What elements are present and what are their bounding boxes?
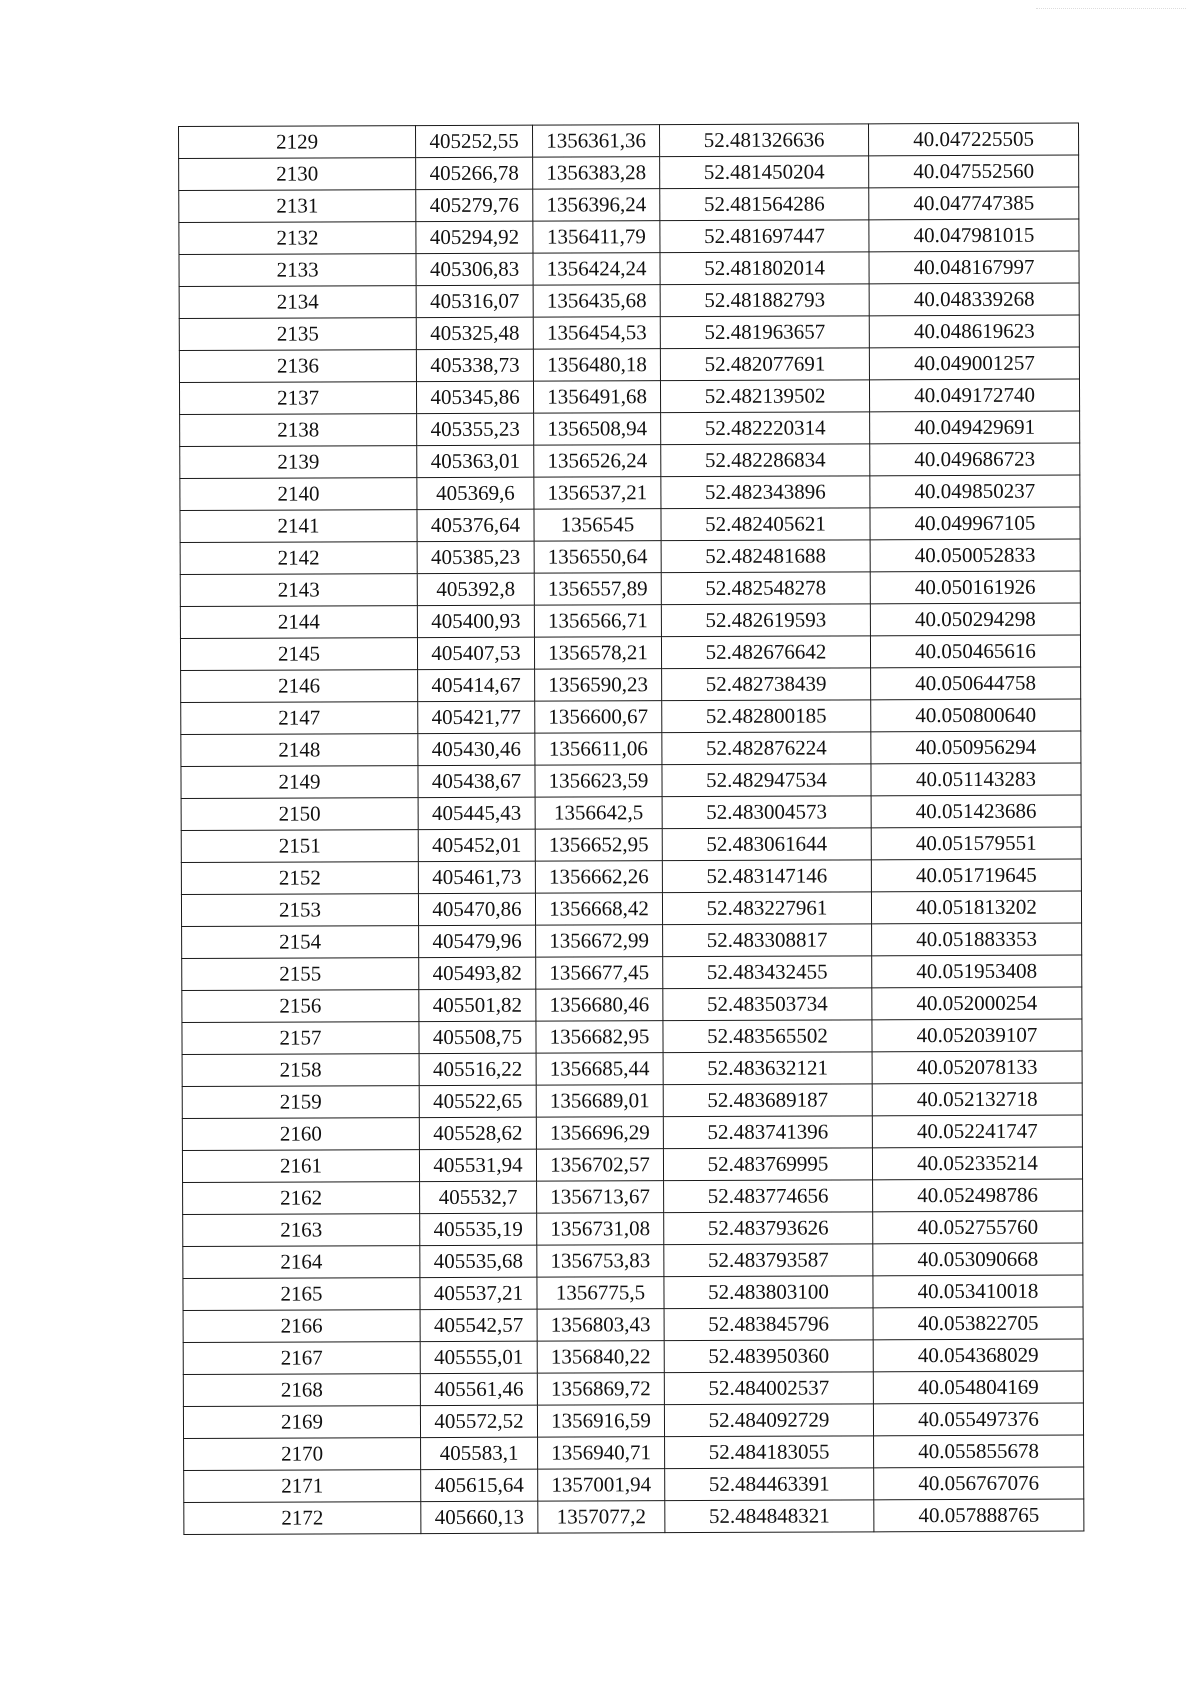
point-number-cell: 2170 xyxy=(184,1438,421,1471)
point-number-cell: 2136 xyxy=(179,350,416,383)
y-coordinate-cell: 1356537,21 xyxy=(534,477,661,509)
longitude-cell: 40.049429691 xyxy=(870,411,1080,444)
y-coordinate-cell: 1356578,21 xyxy=(534,637,661,669)
y-coordinate-cell: 1357001,94 xyxy=(538,1469,665,1501)
point-number-cell: 2142 xyxy=(180,542,417,575)
point-number-cell: 2160 xyxy=(182,1118,419,1151)
x-coordinate-cell: 405615,64 xyxy=(421,1469,538,1501)
x-coordinate-cell: 405400,93 xyxy=(417,605,534,637)
table-row xyxy=(181,795,1081,830)
y-coordinate-cell: 1356677,45 xyxy=(536,957,663,989)
table-row xyxy=(181,827,1081,862)
y-coordinate-cell: 1356590,23 xyxy=(535,669,662,701)
table-row xyxy=(183,1243,1083,1278)
longitude-cell: 40.047225505 xyxy=(868,123,1078,156)
latitude-cell: 52.483689187 xyxy=(663,1084,872,1117)
table-row xyxy=(182,1147,1082,1182)
longitude-cell: 40.050956294 xyxy=(871,731,1081,764)
table-row xyxy=(183,1339,1083,1374)
x-coordinate-cell: 405306,83 xyxy=(416,253,533,285)
x-coordinate-cell: 405445,43 xyxy=(418,797,535,829)
x-coordinate-cell: 405537,21 xyxy=(420,1277,537,1309)
y-coordinate-cell: 1356840,22 xyxy=(537,1341,664,1373)
latitude-cell: 52.482876224 xyxy=(662,732,871,765)
x-coordinate-cell: 405438,67 xyxy=(418,765,535,797)
y-coordinate-cell: 1356803,43 xyxy=(537,1309,664,1341)
point-number-cell: 2152 xyxy=(181,862,418,895)
longitude-cell: 40.057888765 xyxy=(874,1499,1084,1532)
y-coordinate-cell: 1356435,68 xyxy=(533,285,660,317)
y-coordinate-cell: 1356557,89 xyxy=(534,573,661,605)
table-row xyxy=(182,923,1082,958)
point-number-cell: 2163 xyxy=(183,1214,420,1247)
longitude-cell: 40.049967105 xyxy=(870,507,1080,540)
y-coordinate-cell: 1356682,95 xyxy=(536,1021,663,1053)
longitude-cell: 40.047747385 xyxy=(869,187,1079,220)
x-coordinate-cell: 405452,01 xyxy=(418,829,535,861)
latitude-cell: 52.481450204 xyxy=(660,156,869,189)
point-number-cell: 2172 xyxy=(184,1502,421,1535)
latitude-cell: 52.483950360 xyxy=(664,1340,873,1373)
latitude-cell: 52.482800185 xyxy=(662,700,871,733)
table-row xyxy=(179,155,1079,190)
longitude-cell: 40.052132718 xyxy=(872,1083,1082,1116)
x-coordinate-cell: 405583,1 xyxy=(421,1437,538,1469)
point-number-cell: 2138 xyxy=(180,414,417,447)
latitude-cell: 52.483432455 xyxy=(663,956,872,989)
y-coordinate-cell: 1356623,59 xyxy=(535,765,662,797)
table-row xyxy=(184,1499,1084,1534)
y-coordinate-cell: 1356526,24 xyxy=(534,445,661,477)
latitude-cell: 52.483803100 xyxy=(664,1276,873,1309)
table-row xyxy=(179,283,1079,318)
table-row xyxy=(181,891,1081,926)
table-row xyxy=(181,731,1081,766)
x-coordinate-cell: 405338,73 xyxy=(416,349,533,381)
longitude-cell: 40.051883353 xyxy=(872,923,1082,956)
longitude-cell: 40.051813202 xyxy=(871,891,1081,924)
point-number-cell: 2150 xyxy=(181,798,418,831)
point-number-cell: 2167 xyxy=(183,1342,420,1375)
point-number-cell: 2129 xyxy=(179,126,416,159)
coordinates-table xyxy=(178,123,1084,1535)
longitude-cell: 40.050465616 xyxy=(870,635,1080,668)
y-coordinate-cell: 1356680,46 xyxy=(536,989,663,1021)
y-coordinate-cell: 1356424,24 xyxy=(533,253,660,285)
longitude-cell: 40.049001257 xyxy=(869,347,1079,380)
latitude-cell: 52.483308817 xyxy=(663,924,872,957)
longitude-cell: 40.051579551 xyxy=(871,827,1081,860)
x-coordinate-cell: 405385,23 xyxy=(417,541,534,573)
x-coordinate-cell: 405470,86 xyxy=(418,893,535,925)
table-row xyxy=(180,571,1080,606)
longitude-cell: 40.052039107 xyxy=(872,1019,1082,1052)
latitude-cell: 52.484183055 xyxy=(665,1436,874,1469)
y-coordinate-cell: 1356383,28 xyxy=(533,157,660,189)
latitude-cell: 52.484092729 xyxy=(664,1404,873,1437)
longitude-cell: 40.050644758 xyxy=(871,667,1081,700)
x-coordinate-cell: 405493,82 xyxy=(419,957,536,989)
longitude-cell: 40.050800640 xyxy=(871,699,1081,732)
point-number-cell: 2171 xyxy=(184,1470,421,1503)
x-coordinate-cell: 405325,48 xyxy=(416,317,533,349)
latitude-cell: 52.481963657 xyxy=(660,316,869,349)
x-coordinate-cell: 405535,19 xyxy=(420,1213,537,1245)
x-coordinate-cell: 405252,55 xyxy=(416,125,533,157)
latitude-cell: 52.483741396 xyxy=(663,1116,872,1149)
point-number-cell: 2166 xyxy=(183,1310,420,1343)
y-coordinate-cell: 1356689,01 xyxy=(536,1085,663,1117)
table-row xyxy=(179,315,1079,350)
longitude-cell: 40.052078133 xyxy=(872,1051,1082,1084)
table-row xyxy=(182,1115,1082,1150)
longitude-cell: 40.049850237 xyxy=(870,475,1080,508)
table-row xyxy=(181,859,1081,894)
x-coordinate-cell: 405421,77 xyxy=(418,701,535,733)
x-coordinate-cell: 405660,13 xyxy=(421,1501,538,1533)
x-coordinate-cell: 405279,76 xyxy=(416,189,533,221)
y-coordinate-cell: 1356940,71 xyxy=(538,1437,665,1469)
longitude-cell: 40.053090668 xyxy=(873,1243,1083,1276)
longitude-cell: 40.054368029 xyxy=(873,1339,1083,1372)
point-number-cell: 2143 xyxy=(180,574,417,607)
x-coordinate-cell: 405508,75 xyxy=(419,1021,536,1053)
x-coordinate-cell: 405266,78 xyxy=(416,157,533,189)
latitude-cell: 52.483227961 xyxy=(662,892,871,925)
point-number-cell: 2148 xyxy=(181,734,418,767)
latitude-cell: 52.481882793 xyxy=(660,284,869,317)
latitude-cell: 52.483565502 xyxy=(663,1020,872,1053)
point-number-cell: 2131 xyxy=(179,190,416,223)
table-row xyxy=(182,1051,1082,1086)
point-number-cell: 2130 xyxy=(179,158,416,191)
x-coordinate-cell: 405294,92 xyxy=(416,221,533,253)
longitude-cell: 40.051953408 xyxy=(872,955,1082,988)
y-coordinate-cell: 1356672,99 xyxy=(536,925,663,957)
table-row xyxy=(182,987,1082,1022)
latitude-cell: 52.482619593 xyxy=(661,604,870,637)
longitude-cell: 40.052000254 xyxy=(872,987,1082,1020)
point-number-cell: 2147 xyxy=(181,702,418,735)
longitude-cell: 40.050294298 xyxy=(870,603,1080,636)
table-row xyxy=(180,539,1080,574)
y-coordinate-cell: 1356662,26 xyxy=(535,861,662,893)
table-row xyxy=(182,1083,1082,1118)
table-row xyxy=(183,1371,1083,1406)
point-number-cell: 2140 xyxy=(180,478,417,511)
latitude-cell: 52.483793587 xyxy=(664,1244,873,1277)
longitude-cell: 40.055497376 xyxy=(873,1403,1083,1436)
point-number-cell: 2168 xyxy=(183,1374,420,1407)
x-coordinate-cell: 405392,8 xyxy=(417,573,534,605)
y-coordinate-cell: 1356685,44 xyxy=(536,1053,663,1085)
table-row xyxy=(183,1275,1083,1310)
longitude-cell: 40.052755760 xyxy=(873,1211,1083,1244)
point-number-cell: 2154 xyxy=(182,926,419,959)
latitude-cell: 52.483769995 xyxy=(663,1148,872,1181)
x-coordinate-cell: 405532,7 xyxy=(420,1181,537,1213)
x-coordinate-cell: 405555,01 xyxy=(420,1341,537,1373)
y-coordinate-cell: 1356545 xyxy=(534,509,661,541)
x-coordinate-cell: 405528,62 xyxy=(419,1117,536,1149)
longitude-cell: 40.047981015 xyxy=(869,219,1079,252)
table-row xyxy=(180,603,1080,638)
longitude-cell: 40.050161926 xyxy=(870,571,1080,604)
table-row xyxy=(179,379,1079,414)
y-coordinate-cell: 1356480,18 xyxy=(533,349,660,381)
point-number-cell: 2146 xyxy=(181,670,418,703)
latitude-cell: 52.482947534 xyxy=(662,764,871,797)
x-coordinate-cell: 405430,46 xyxy=(418,733,535,765)
x-coordinate-cell: 405501,82 xyxy=(419,989,536,1021)
point-number-cell: 2156 xyxy=(182,990,419,1023)
y-coordinate-cell: 1356396,24 xyxy=(533,189,660,221)
table-row xyxy=(181,763,1081,798)
point-number-cell: 2134 xyxy=(179,286,416,319)
y-coordinate-cell: 1356731,08 xyxy=(537,1213,664,1245)
table-row xyxy=(180,411,1080,446)
latitude-cell: 52.481802014 xyxy=(660,252,869,285)
latitude-cell: 52.484848321 xyxy=(665,1500,874,1533)
table-row xyxy=(183,1403,1083,1438)
latitude-cell: 52.481697447 xyxy=(660,220,869,253)
table-row xyxy=(179,187,1079,222)
y-coordinate-cell: 1356702,57 xyxy=(536,1149,663,1181)
latitude-cell: 52.483845796 xyxy=(664,1308,873,1341)
latitude-cell: 52.483632121 xyxy=(663,1052,872,1085)
y-coordinate-cell: 1356713,67 xyxy=(537,1181,664,1213)
x-coordinate-cell: 405522,65 xyxy=(419,1085,536,1117)
point-number-cell: 2162 xyxy=(183,1182,420,1215)
table-row xyxy=(183,1179,1083,1214)
point-number-cell: 2164 xyxy=(183,1246,420,1279)
point-number-cell: 2155 xyxy=(182,958,419,991)
x-coordinate-cell: 405414,67 xyxy=(418,669,535,701)
latitude-cell: 52.482481688 xyxy=(661,540,870,573)
table-row xyxy=(179,251,1079,286)
x-coordinate-cell: 405535,68 xyxy=(420,1245,537,1277)
x-coordinate-cell: 405461,73 xyxy=(418,861,535,893)
longitude-cell: 40.053822705 xyxy=(873,1307,1083,1340)
latitude-cell: 52.483793626 xyxy=(664,1212,873,1245)
longitude-cell: 40.055855678 xyxy=(874,1435,1084,1468)
longitude-cell: 40.052335214 xyxy=(872,1147,1082,1180)
x-coordinate-cell: 405316,07 xyxy=(416,285,533,317)
point-number-cell: 2145 xyxy=(180,638,417,671)
latitude-cell: 52.482286834 xyxy=(661,444,870,477)
y-coordinate-cell: 1356550,64 xyxy=(534,541,661,573)
x-coordinate-cell: 405531,94 xyxy=(419,1149,536,1181)
y-coordinate-cell: 1356775,5 xyxy=(537,1277,664,1309)
y-coordinate-cell: 1356454,53 xyxy=(533,317,660,349)
scan-artifact xyxy=(1036,8,1186,11)
latitude-cell: 52.483004573 xyxy=(662,796,871,829)
table-row xyxy=(184,1467,1084,1502)
table-row xyxy=(179,219,1079,254)
table-row xyxy=(183,1211,1083,1246)
point-number-cell: 2169 xyxy=(183,1406,420,1439)
table-row xyxy=(182,955,1082,990)
x-coordinate-cell: 405572,52 xyxy=(420,1405,537,1437)
y-coordinate-cell: 1356508,94 xyxy=(534,413,661,445)
x-coordinate-cell: 405363,01 xyxy=(417,445,534,477)
x-coordinate-cell: 405407,53 xyxy=(417,637,534,669)
x-coordinate-cell: 405479,96 xyxy=(419,925,536,957)
table-row xyxy=(180,635,1080,670)
y-coordinate-cell: 1356611,06 xyxy=(535,733,662,765)
longitude-cell: 40.051143283 xyxy=(871,763,1081,796)
latitude-cell: 52.482220314 xyxy=(661,412,870,445)
longitude-cell: 40.051423686 xyxy=(871,795,1081,828)
longitude-cell: 40.052498786 xyxy=(873,1179,1083,1212)
y-coordinate-cell: 1356642,5 xyxy=(535,797,662,829)
table-row xyxy=(181,699,1081,734)
point-number-cell: 2159 xyxy=(182,1086,419,1119)
point-number-cell: 2133 xyxy=(179,254,416,287)
longitude-cell: 40.056767076 xyxy=(874,1467,1084,1500)
longitude-cell: 40.048167997 xyxy=(869,251,1079,284)
y-coordinate-cell: 1356361,36 xyxy=(532,125,659,157)
table-row xyxy=(183,1307,1083,1342)
point-number-cell: 2157 xyxy=(182,1022,419,1055)
x-coordinate-cell: 405561,46 xyxy=(420,1373,537,1405)
table-row xyxy=(180,443,1080,478)
y-coordinate-cell: 1356668,42 xyxy=(535,893,662,925)
point-number-cell: 2137 xyxy=(179,382,416,415)
x-coordinate-cell: 405345,86 xyxy=(416,381,533,413)
point-number-cell: 2132 xyxy=(179,222,416,255)
latitude-cell: 52.483774656 xyxy=(664,1180,873,1213)
y-coordinate-cell: 1356916,59 xyxy=(537,1405,664,1437)
longitude-cell: 40.051719645 xyxy=(871,859,1081,892)
latitude-cell: 52.483503734 xyxy=(663,988,872,1021)
point-number-cell: 2135 xyxy=(179,318,416,351)
longitude-cell: 40.050052833 xyxy=(870,539,1080,572)
table-row xyxy=(179,123,1079,158)
latitude-cell: 52.482738439 xyxy=(662,668,871,701)
point-number-cell: 2161 xyxy=(182,1150,419,1183)
point-number-cell: 2139 xyxy=(180,446,417,479)
latitude-cell: 52.482077691 xyxy=(660,348,869,381)
x-coordinate-cell: 405355,23 xyxy=(417,413,534,445)
point-number-cell: 2165 xyxy=(183,1278,420,1311)
y-coordinate-cell: 1356411,79 xyxy=(533,221,660,253)
y-coordinate-cell: 1356600,67 xyxy=(535,701,662,733)
x-coordinate-cell: 405369,6 xyxy=(417,477,534,509)
point-number-cell: 2158 xyxy=(182,1054,419,1087)
longitude-cell: 40.048619623 xyxy=(869,315,1079,348)
x-coordinate-cell: 405516,22 xyxy=(419,1053,536,1085)
point-number-cell: 2141 xyxy=(180,510,417,543)
latitude-cell: 52.482548278 xyxy=(661,572,870,605)
latitude-cell: 52.482676642 xyxy=(661,636,870,669)
point-number-cell: 2151 xyxy=(181,830,418,863)
point-number-cell: 2144 xyxy=(180,606,417,639)
longitude-cell: 40.054804169 xyxy=(873,1371,1083,1404)
y-coordinate-cell: 1356869,72 xyxy=(537,1373,664,1405)
coordinates-table-body xyxy=(179,123,1084,1534)
y-coordinate-cell: 1356566,71 xyxy=(534,605,661,637)
y-coordinate-cell: 1356696,29 xyxy=(536,1117,663,1149)
table-row xyxy=(180,507,1080,542)
table-row xyxy=(184,1435,1084,1470)
latitude-cell: 52.482343896 xyxy=(661,476,870,509)
latitude-cell: 52.483061644 xyxy=(662,828,871,861)
table-row xyxy=(182,1019,1082,1054)
longitude-cell: 40.053410018 xyxy=(873,1275,1083,1308)
longitude-cell: 40.047552560 xyxy=(869,155,1079,188)
x-coordinate-cell: 405542,57 xyxy=(420,1309,537,1341)
latitude-cell: 52.484002537 xyxy=(664,1372,873,1405)
x-coordinate-cell: 405376,64 xyxy=(417,509,534,541)
point-number-cell: 2149 xyxy=(181,766,418,799)
y-coordinate-cell: 1356753,83 xyxy=(537,1245,664,1277)
table-row xyxy=(181,667,1081,702)
latitude-cell: 52.482405621 xyxy=(661,508,870,541)
y-coordinate-cell: 1357077,2 xyxy=(538,1501,665,1533)
longitude-cell: 40.049686723 xyxy=(870,443,1080,476)
latitude-cell: 52.481326636 xyxy=(659,124,868,157)
point-number-cell: 2153 xyxy=(181,894,418,927)
longitude-cell: 40.048339268 xyxy=(869,283,1079,316)
table-row xyxy=(179,347,1079,382)
latitude-cell: 52.484463391 xyxy=(665,1468,874,1501)
latitude-cell: 52.481564286 xyxy=(660,188,869,221)
latitude-cell: 52.483147146 xyxy=(662,860,871,893)
y-coordinate-cell: 1356652,95 xyxy=(535,829,662,861)
longitude-cell: 40.052241747 xyxy=(872,1115,1082,1148)
y-coordinate-cell: 1356491,68 xyxy=(533,381,660,413)
table-row xyxy=(180,475,1080,510)
latitude-cell: 52.482139502 xyxy=(660,380,869,413)
longitude-cell: 40.049172740 xyxy=(869,379,1079,412)
